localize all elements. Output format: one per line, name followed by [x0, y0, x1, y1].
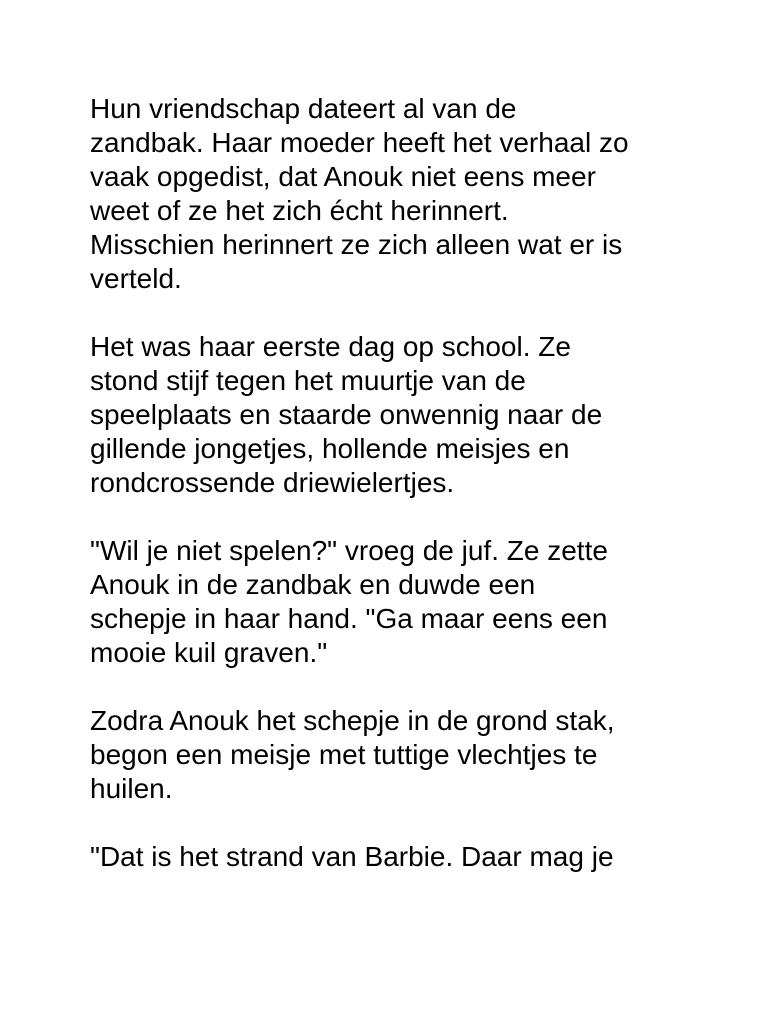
text-line: verteld.: [90, 263, 182, 294]
text-line: "Dat is het strand van Barbie. Daar mag je: [90, 841, 614, 872]
paragraph-3: [90, 534, 690, 670]
text-line: Zodra Anouk het schepje in de grond stak,: [90, 705, 615, 736]
text-line: huilen.: [90, 773, 173, 804]
paragraph-2: [90, 330, 690, 500]
text-line: rondcrossende driewielertjes.: [90, 467, 455, 498]
text-line: speelplaats en staarde onwennig naar de: [90, 399, 603, 430]
text-line: schepje in haar hand. "Ga maar eens een: [90, 603, 608, 634]
paragraph-4: [90, 704, 690, 806]
text-line: Misschien herinnert ze zich alleen wat er is: [90, 229, 623, 260]
text-line: gillende jongetjes, hollende meisjes en: [90, 433, 570, 464]
text-line: zandbak. Haar moeder heeft het verhaal zo: [90, 127, 629, 158]
text-line: vaak opgedist, dat Anouk niet eens meer: [90, 161, 596, 192]
text-line: stond stijf tegen het muurtje van de: [90, 365, 526, 396]
paragraph-1: [90, 92, 690, 296]
text-line: Hun vriendschap dateert al van de: [90, 93, 517, 124]
text-line: begon een meisje met tuttige vlechtjes te: [90, 739, 598, 770]
text-line: mooie kuil graven.": [90, 637, 328, 668]
text-line: Het was haar eerste dag op school. Ze: [90, 331, 571, 362]
text-line: weet of ze het zich écht herinnert.: [90, 195, 509, 226]
paragraph-5: [90, 840, 690, 874]
text-line: "Wil je niet spelen?" vroeg de juf. Ze zette: [90, 535, 608, 566]
text-line: Anouk in de zandbak en duwde een: [90, 569, 536, 600]
document-page: [90, 92, 690, 908]
